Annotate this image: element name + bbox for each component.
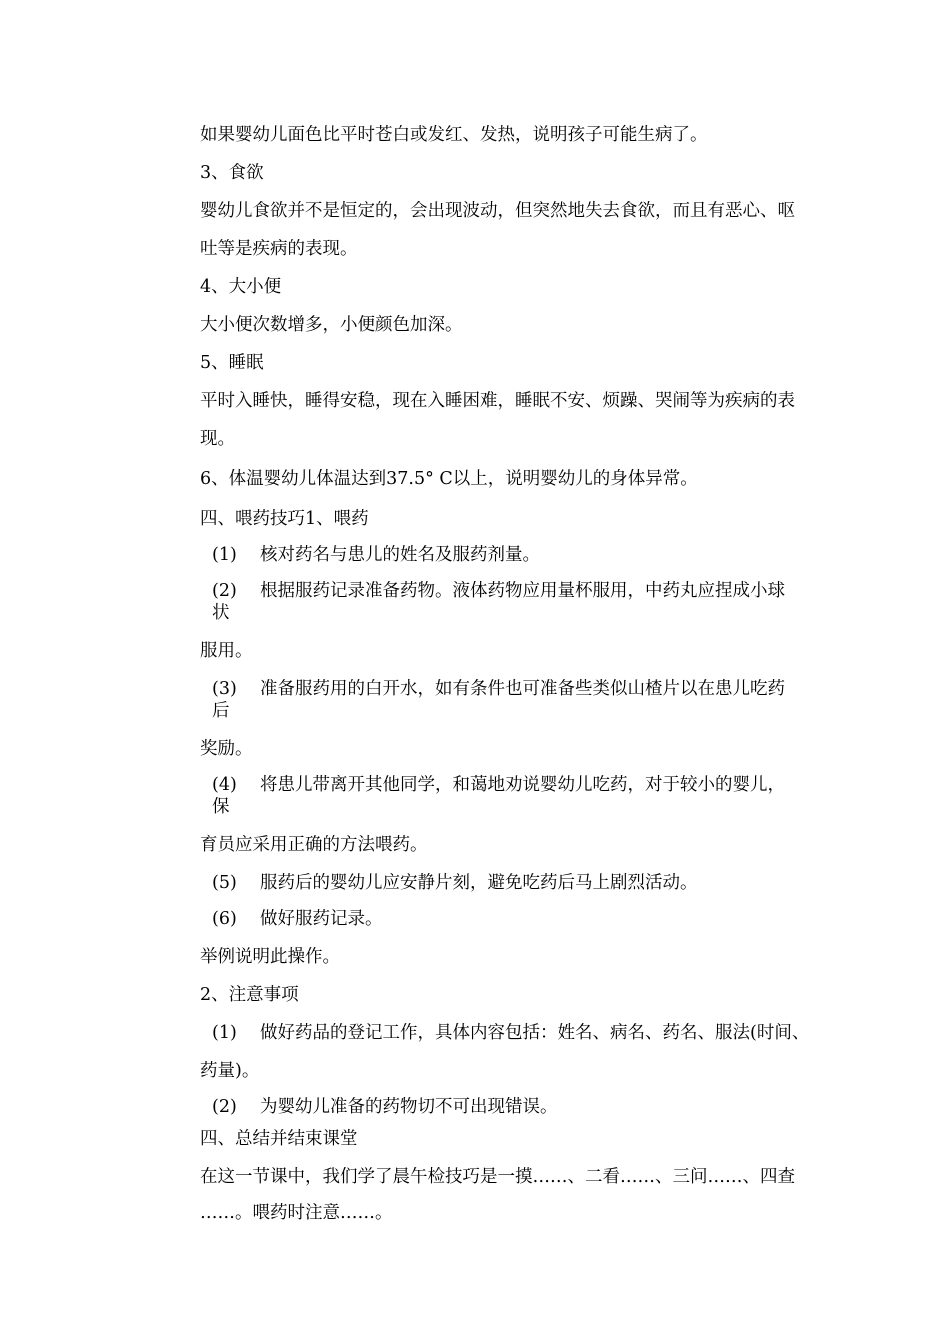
paragraph-appetite-line1: 婴幼儿食欲并不是恒定的，会出现波动，但突然地失去食欲，而且有恶心、呕 [200,201,795,221]
step-text-wrap: 保 [212,797,230,817]
step-continuation: 奖励。 [200,739,253,759]
paragraph-sleep-line1: 平时入睡快，睡得安稳，现在入睡困难，睡眠不安、烦躁、哭闹等为疾病的表 [200,391,795,411]
step-number: (1) [212,545,237,565]
note-number: (2) [212,1097,237,1117]
step-continuation: 服用。 [200,641,253,661]
step-number: (2) [212,581,237,601]
step-continuation: 育员应采用正确的方法喂药。 [200,835,428,855]
step-text: 准备服药用的白开水，如有条件也可准备些类似山楂片以在患儿吃药 [260,679,785,699]
step-number: (5) [212,873,237,893]
note-text: 做好药品的登记工作，具体内容包括：姓名、病名、药名、服法(时间、 [260,1023,810,1043]
step-text-wrap: 后 [212,701,230,721]
paragraph-summary-line2: ……。喂药时注意……。 [200,1203,393,1223]
heading-appetite: 3、食欲 [200,163,264,183]
heading-notes: 2、注意事项 [200,985,299,1005]
paragraph-sleep-line2: 现。 [200,429,235,449]
paragraph-appetite-line2: 吐等是疾病的表现。 [200,239,358,259]
step-text: 将患儿带离开其他同学，和蔼地劝说婴幼儿吃药，对于较小的婴儿， [260,775,785,795]
step-text-wrap: 状 [212,603,230,623]
paragraph-example: 举例说明此操作。 [200,947,340,967]
note-number: (1) [212,1023,237,1043]
note-continuation: 药量)。 [200,1061,260,1081]
paragraph-excretion: 大小便次数增多，小便颜色加深。 [200,315,463,335]
step-number: (3) [212,679,237,699]
heading-summary: 四、总结并结束课堂 [200,1129,358,1149]
step-text: 做好服药记录。 [260,909,383,929]
step-text: 服药后的婴幼儿应安静片刻，避免吃药后马上剧烈活动。 [260,873,698,893]
paragraph-summary-line1: 在这一节课中，我们学了晨午检技巧是一摸……、二看……、三问……、四查 [200,1167,795,1187]
paragraph-complexion: 如果婴幼儿面色比平时苍白或发红、发热，说明孩子可能生病了。 [200,125,708,145]
heading-excretion: 4、大小便 [200,277,282,297]
step-text: 根据服药记录准备药物。液体药物应用量杯服用，中药丸应捏成小球 [260,581,785,601]
step-number: (4) [212,775,237,795]
heading-sleep: 5、睡眠 [200,353,264,373]
step-number: (6) [212,909,237,929]
step-text: 核对药名与患儿的姓名及服药剂量。 [260,545,540,565]
heading-feeding: 四、喂药技巧1、喂药 [200,509,369,529]
note-text: 为婴幼儿准备的药物切不可出现错误。 [260,1097,558,1117]
paragraph-temperature: 6、体温婴幼儿体温达到37.5° C以上，说明婴幼儿的身体异常。 [200,469,698,489]
